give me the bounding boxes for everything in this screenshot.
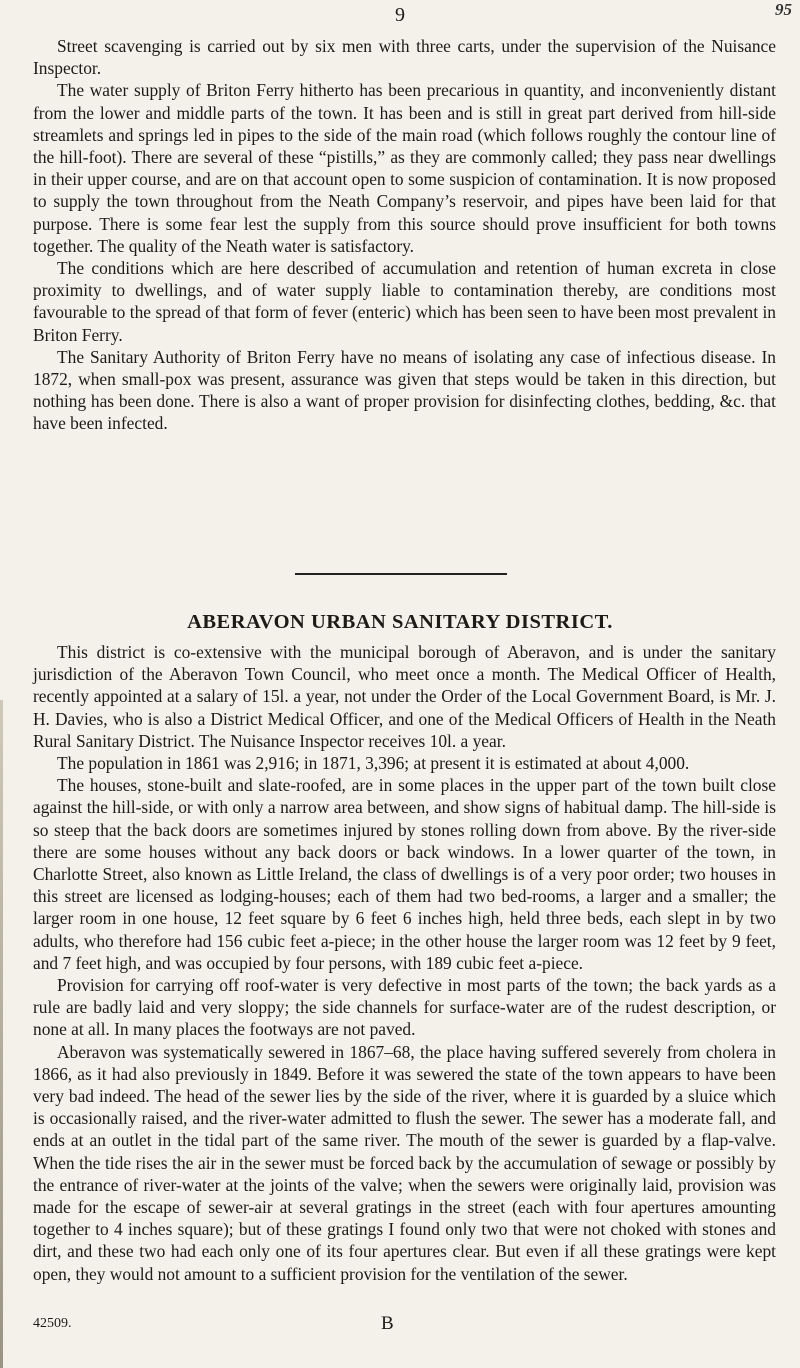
paragraph-district: This district is co-extensive with the municipal borough of Aberavon, and is under the sanitary jurisdiction of the Aberavon Town Council, who meet once a month. The Medical Officer of Health, recently appointed at a salary of 15l. a year, not under the Order of the Local Government Board, is Mr. J. H. Davies, who is also a District Medical Officer, and one of the Medical Officers of Health in the Neath Rural Sanitary District. The Nuisance Inspector receives 10l. a year. (33, 642, 776, 751)
briton-ferry-section (33, 35, 776, 435)
paragraph-water-supply: The water supply of Briton Ferry hitherto has been precarious in quantity, and inconveniently distant from the lower and middle parts of the town. It has been and is still in great part derived from hill-side streamlets and springs led in pipes to the side of the main road (which follows roughly the contour line of the hill-foot). There are several of these “pistills,” as they are commonly called; they pass near dwellings in their upper course, and are on that account open to some suspicion of contamination. It is now proposed to supply the town throughout from the Neath Company’s reservoir, and pipes have been laid for that purpose. There is some fear lest the supply from this source should prove insufficient for both towns together. The quality of the Neath water is satisfactory. (33, 80, 776, 256)
page-number: 9 (395, 4, 405, 26)
paragraph-population: The population in 1861 was 2,916; in 1871, 3,396; at present it is estimated at about 4,000. (57, 753, 690, 774)
signature-mark: B (381, 1313, 394, 1334)
section-divider (295, 573, 507, 575)
paragraph-sanitary-authority: The Sanitary Authority of Briton Ferry have no means of isolating any case of infectious disease. In 1872, when small-pox was present, assurance was given that steps would be taken in this direction, but nothing has been done. There is also a want of proper provision for disinfecting clothes, bedding, &c. that have been infected. (33, 346, 776, 434)
printer-sign-code: 42509. (33, 1316, 72, 1331)
paragraph-street-scavenging: Street scavenging is carried out by six men with three carts, under the supervision of the Nuisance Inspector. (33, 36, 776, 79)
aberavon-section (33, 641, 776, 1285)
paragraph-sewerage: Aberavon was systematically sewered in 1867–68, the place having suffered severely from cholera in 1866, as it had also previously in 1849. Before it was sewered the state of the town appears to have been very bad indeed. The head of the sewer lies by the side of the river, where it is guarded by a sluice which is occasionally raised, and the river-water admitted to flush the sewer. The sewer has a moderate fall, and ends at an outlet in the tidal part of the same river. The mouth of the sewer is guarded by a flap-valve. When the tide rises the air in the sewer must be forced back by the accumulation of sewage or possibly by the entrance of river-water at the joints of the valve; when the sewers were originally laid, provision was made for the escape of sewer-air at several gratings in the street (each with four apertures amounting together to 4 inches square); but of these gratings I found only two that were not choked with stones and dirt, and these two had each only one of its four apertures clear. But even if all these gratings were kept open, they would not amount to a sufficient provision for the ventilation of the sewer. (33, 1041, 776, 1284)
paragraph-roof-water: Provision for carrying off roof-water is very defective in most parts of the town; the back yards as a rule are badly laid and very sloppy; the side channels for surface-water are of the rudest description, or none at all. In many places the footways are not paved. (33, 975, 776, 1040)
section-heading: ABERAVON URBAN SANITARY DISTRICT. (187, 611, 613, 633)
paragraph-houses: The houses, stone-built and slate-roofed, are in some places in the upper part of the town built close against the hill-side, or with only a narrow area between, and show signs of habitual damp. The hill-side is so steep that the back doors are sometimes injured by stones rolling down from above. By the river-side there are some houses without any back doors or back windows. In a lower quarter of the town, in Charlotte Street, also known as Little Ireland, the class of dwellings is of a very poor order; two houses in this street are licensed as lodging-houses; each of them had two bed-rooms, a larger and a smaller; the larger room in one house, 12 feet square by 6 feet 6 inches high, held three beds, each slept in by two adults, who therefore had 156 cubic feet a-piece; in the other house the larger room was 12 feet by 9 feet, and 7 feet high, and was occupied by four persons, with 189 cubic feet a-piece. (33, 775, 776, 973)
paragraph-conditions: The conditions which are here described of accumulation and retention of human excreta in close proximity to dwellings, and of water supply liable to contamination thereby, are conditions most favourable to the spread of that form of fever (enteric) which has been seen to have been most prevalent in Briton Ferry. (33, 258, 776, 345)
page-edge-shadow (0, 700, 3, 1368)
corner-pencil-mark: 95 (775, 0, 792, 19)
